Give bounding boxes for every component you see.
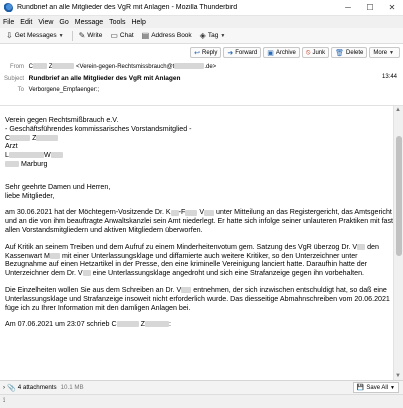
address-book-button[interactable]: ▤ Address Book bbox=[141, 31, 192, 40]
from-label: From bbox=[10, 63, 24, 70]
thunderbird-icon bbox=[3, 3, 13, 13]
greeting: Sehr geehrte Damen und Herren, liebe Mitglieder, bbox=[5, 182, 111, 200]
get-messages-button[interactable]: ⇩ Get Messages ▼ bbox=[6, 31, 64, 40]
forward-icon: ➜ bbox=[227, 49, 234, 57]
signature-block: Verein gegen Rechtsmißbrauch e.V. - Geschäftsführendes kommissarisches Vorstandsmitglied - C Z Arzt L W Marburg bbox=[5, 116, 192, 168]
archive-icon: ▣ bbox=[267, 49, 274, 57]
subject-value: Rundbrief an alle Mitglieder des VgR mit Anlagen bbox=[28, 75, 181, 82]
toolbar-separator bbox=[72, 31, 73, 41]
menu-help[interactable]: Help bbox=[131, 18, 146, 26]
paperclip-icon: 📎 bbox=[7, 384, 16, 392]
status-bar bbox=[0, 394, 403, 408]
to-label: To bbox=[17, 87, 24, 93]
write-button[interactable]: ✎ Write bbox=[78, 31, 103, 40]
window-title: Rundbrief an alle Mitglieder des VgR mit Anlagen - Mozilla Thunderbird bbox=[17, 4, 238, 11]
chevron-down-icon: ▼ bbox=[220, 32, 226, 39]
connection-icon: ⟟ bbox=[3, 398, 6, 404]
junk-button[interactable]: ⦸ Junk bbox=[302, 47, 329, 58]
forward-button[interactable]: ➜ Forward bbox=[223, 47, 261, 58]
title-bar bbox=[0, 0, 403, 16]
more-button[interactable]: More ▼ bbox=[369, 47, 400, 58]
subject-label: Subject bbox=[4, 76, 25, 82]
menu-go[interactable]: Go bbox=[59, 18, 69, 26]
trash-icon: 🗑 bbox=[335, 49, 345, 57]
message-actions bbox=[188, 47, 400, 58]
scroll-down-icon[interactable]: ▼ bbox=[395, 373, 401, 379]
message-scrollbar[interactable] bbox=[393, 106, 403, 380]
tag-button[interactable]: ◈ Tag ▼ bbox=[199, 31, 226, 40]
menu-bar bbox=[0, 16, 403, 28]
paragraph-3: Die Einzelheiten wollen Sie aus dem Schreiben an Dr. V entnehmen, der sich inzwischen entschuldigt hat, so daß eine Unterlassungsklage und Strafanzeige insoweit nicht erforderlich wurde. Das diesseitige Abmahnschreiben vom 20.06.2021 füge ich zu Ihrer Information mit den damligen Anlagen bei. bbox=[5, 285, 390, 312]
scrollbar-thumb[interactable] bbox=[396, 136, 402, 256]
main-toolbar bbox=[0, 28, 403, 44]
menu-tools[interactable]: Tools bbox=[109, 18, 126, 26]
download-icon: ⇩ bbox=[6, 31, 13, 40]
chevron-down-icon: ▼ bbox=[389, 49, 394, 56]
chevron-down-icon: ▼ bbox=[390, 384, 395, 391]
save-all-button[interactable]: 💾 Save All ▼ bbox=[353, 382, 399, 393]
maximize-button[interactable]: ☐ bbox=[366, 3, 374, 12]
chat-icon: ▭ bbox=[110, 31, 118, 40]
paragraph-2: Auf Kritik an seinem Treiben und dem Aufruf zu einem Minderheitenvotum gem. Satzung des VgR überzog Dr. V den Kassenwart M mit einer Unterlassungsklage und diffamierte auch weitere Kritiker, so den Unterzeichner unter Bezugnahme auf einen Hetzartikel in der Presse, den eine kriminelle Vereinigung lanciert hatte. Daraufhin hatte der Unterzeichner dem Dr. V eine Unterlassungsklage angedroht und sich eine Strafanzeige gegen ihn vorbehalten. bbox=[5, 242, 379, 278]
expand-attachments-icon[interactable]: › bbox=[3, 384, 5, 391]
delete-button[interactable]: 🗑 Delete bbox=[331, 47, 367, 58]
menu-message[interactable]: Message bbox=[74, 18, 104, 26]
from-value[interactable]: C Z <Verein-gegen-Rechtsmissbrauch@t .de> bbox=[28, 63, 217, 70]
to-value[interactable]: Verborgene_Empfaenger:; bbox=[28, 87, 100, 93]
reply-button[interactable]: ↩ Reply bbox=[190, 47, 221, 58]
to-row bbox=[4, 87, 99, 93]
attachments-count[interactable]: 4 attachments bbox=[17, 384, 57, 391]
junk-icon: ⦸ bbox=[305, 48, 311, 56]
message-time: 13:44 bbox=[381, 74, 397, 80]
archive-button[interactable]: ▣ Archive bbox=[263, 47, 300, 58]
message-header bbox=[0, 44, 403, 106]
attachments-size: 10.1 MB bbox=[60, 384, 84, 391]
from-row bbox=[4, 63, 216, 70]
address-book-icon: ▤ bbox=[141, 31, 150, 40]
subject-row bbox=[4, 75, 180, 82]
quote-header: Am 07.06.2021 um 23:07 schrieb C Z : bbox=[5, 320, 171, 329]
close-button[interactable]: ✕ bbox=[388, 3, 396, 12]
chat-button[interactable]: ▭ Chat bbox=[110, 31, 134, 40]
reply-icon: ↩ bbox=[194, 49, 200, 57]
tag-icon: ◈ bbox=[199, 31, 206, 40]
paragraph-1: am 30.06.2021 hat der Möchtegern-Vositzende Dr. K -F V unter Mitteilung an das Registergericht, das Amtsgericht und an die von ihm beauftragte Anwaltskanzlei sein Amt niederlegt. Er hatte sich infolge seiner unlauteren Praktiken mit fast allen Vorstandsmitgliedern und aktiven Mitgliedern überworfen. bbox=[5, 208, 393, 234]
save-icon: 💾 bbox=[356, 385, 365, 391]
pencil-icon: ✎ bbox=[78, 31, 86, 40]
attachment-bar bbox=[0, 380, 403, 394]
menu-view[interactable]: View bbox=[38, 18, 54, 26]
menu-edit[interactable]: Edit bbox=[20, 18, 33, 26]
menu-file[interactable]: File bbox=[3, 18, 15, 26]
minimize-button[interactable]: ─ bbox=[345, 3, 351, 12]
message-body bbox=[0, 106, 393, 380]
scroll-up-icon[interactable]: ▲ bbox=[395, 107, 401, 113]
chevron-down-icon[interactable]: ▼ bbox=[58, 32, 64, 39]
window-controls bbox=[337, 0, 403, 16]
